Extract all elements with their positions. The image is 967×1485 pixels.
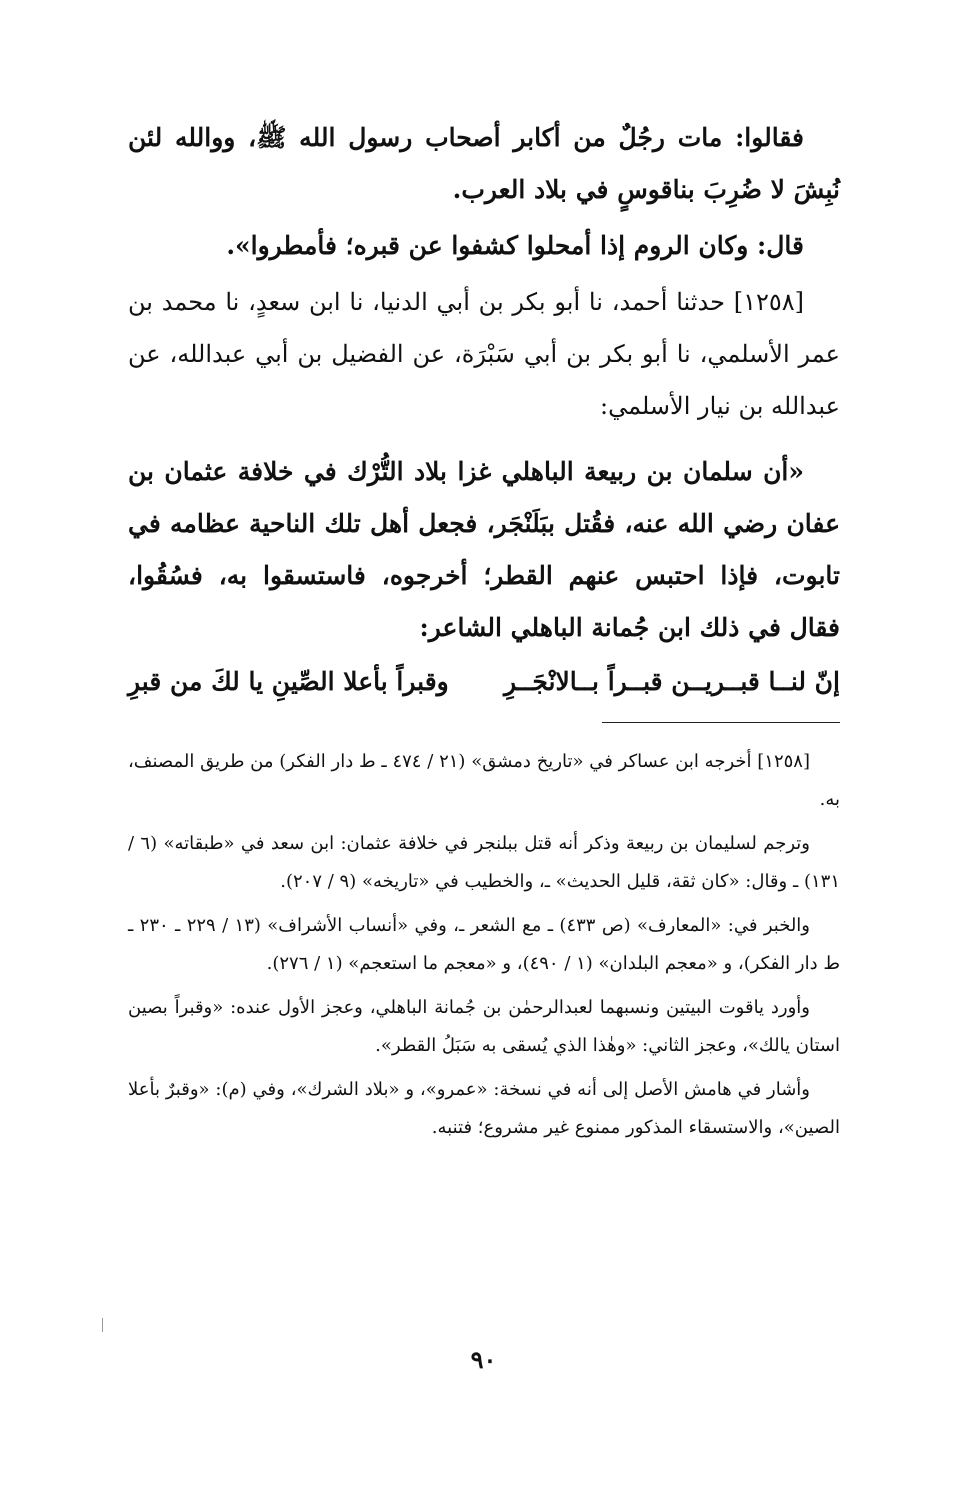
verse-second-hemistich: وقبراً بأعلا الصِّينِ يا لكَ من قبرِ [128, 667, 449, 696]
verse-first-hemistich: إنّ لنــا قبــريــن قبــراً بــالانْجَــرِ [503, 667, 840, 696]
paragraph-3: [١٢٥٨] حدثنا أحمد، نا أبو بكر بن أبي الدنيا، نا ابن سعدٍ، نا محمد بن عمر الأسلمي، نا أبو بكر بن أبي سَبْرَة، عن الفضيل بن أبي عبدالله، عن عبدالله بن نيار الأسلمي: [128, 288, 840, 420]
paragraph-4: «أن سلمان بن ربيعة الباهلي غزا بلاد التُّرْك في خلافة عثمان بن عفان رضي الله عنه، فقُتل ببَلَنْجَر، فجعل أهل تلك الناحية عظامه في تابوت، فإذا احتبس عنهم القطر؛ أخرجوه، فاستسقوا به، فسُقُوا، فقال في ذلك ابن جُمانة الباهلي الشاعر: [128, 457, 840, 642]
paragraph-2: قال: وكان الروم إذا أمحلوا كشفوا عن قبره؛ فأمطروا». [226, 231, 804, 260]
footnote-2: وترجم لسليمان بن ربيعة وذكر أنه قتل ببلنجر في خلافة عثمان: ابن سعد في «طبقاته» (٦ / ١٣١) ـ وقال: «كان ثقة، قليل الحديث» ـ، والخطيب في «تاريخه» (٩ / ٢٠٧). [128, 833, 840, 892]
poetry-verse [128, 654, 840, 710]
page-number: ٩٠ [470, 1345, 497, 1374]
footnote-5: وأشار في هامش الأصل إلى أنه في نسخة: «عمرو»، و «بلاد الشرك»، وفي (م): «وقبرٌ بأعلا الصين»، والاستسقاء المذكور ممنوع غير مشروع؛ فتنبه. [128, 1079, 840, 1138]
footnote-separator [602, 722, 840, 723]
page-body [128, 112, 840, 1153]
paragraph-1: فقالوا: مات رجُلٌ من أكابر أصحاب رسول الله ﷺ، ووالله لئن نُبِشَ لا ضُرِبَ بناقوسٍ في بلاد العرب. [128, 123, 840, 204]
margin-mark [102, 1318, 103, 1332]
footnote-3: والخبر في: «المعارف» (ص ٤٣٣) ـ مع الشعر ـ، وفي «أنساب الأشراف» (١٣ / ٢٢٩ ـ ٢٣٠ ـ ط دار الفكر)، و «معجم البلدان» (١ / ٤٩٠)، و «معجم ما استعجم» (١ / ٢٧٦). [128, 915, 840, 974]
footnote-1: [١٢٥٨] أخرجه ابن عساكر في «تاريخ دمشق» (٢١ / ٤٧٤ ـ ط دار الفكر) من طريق المصنف، به. [128, 751, 840, 810]
footnote-4: وأورد ياقوت البيتين ونسبهما لعبدالرحمٰن بن جُمانة الباهلي، وعجز الأول عنده: «وقبراً بصين استان يالك»، وعجز الثاني: «وهٰذا الذي يُسقى به سَبَلُ القطر». [128, 997, 840, 1056]
footnotes [128, 743, 840, 1147]
